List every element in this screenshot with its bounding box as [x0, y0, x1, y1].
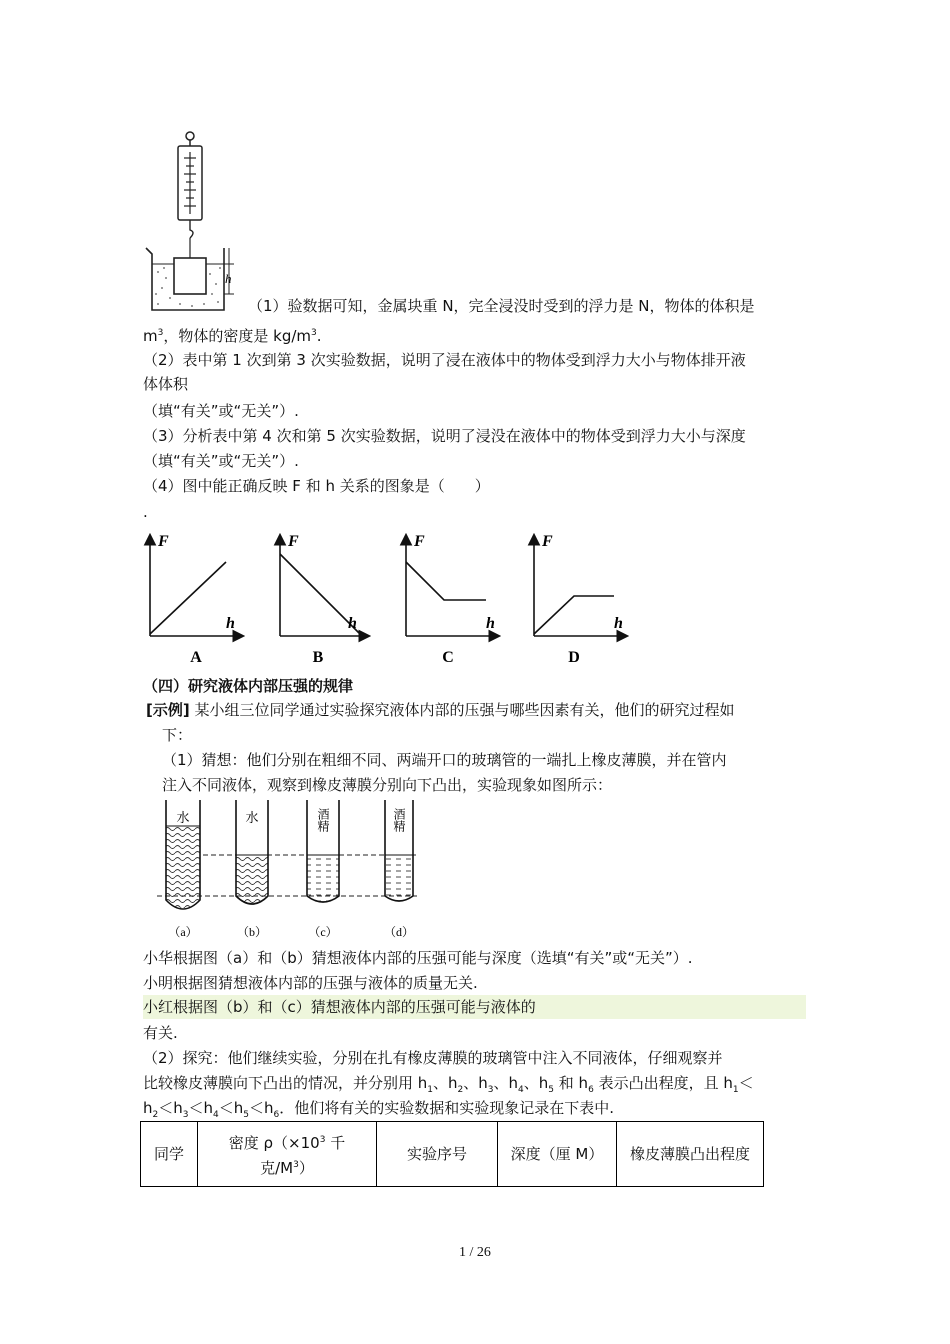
section4-title: （四）研究液体内部压强的规律	[143, 677, 354, 695]
tube-c	[307, 800, 339, 939]
graph-b-y-label: F	[288, 533, 299, 550]
header-depth: 深度（厘 M）	[498, 1122, 617, 1187]
q3-line2: （填“有关”或“无关”）.	[143, 452, 299, 470]
graph-a-x-label: h	[226, 615, 235, 632]
tubes-figure	[155, 796, 425, 940]
xiaohong-text: 小红根据图（b）和（c）猜想液体内部的压强可能与液体的	[143, 998, 536, 1016]
graph-a-y-label: F	[158, 533, 169, 550]
tube-d-caption: （d）	[383, 925, 415, 939]
graph-d-line	[534, 596, 614, 634]
q1-continuation: $m^3$，物体的密度是 $kg/m^3$.	[143, 327, 322, 345]
q2-line3: （填“有关”或“无关”）.	[143, 402, 299, 420]
graph-b-x-label: h	[348, 615, 357, 632]
q1-period: .	[316, 327, 322, 345]
f-h-graphs	[138, 528, 638, 673]
header-density-b: 千	[325, 1134, 346, 1152]
header-bulge: 橡皮薄膜凸出程度	[617, 1122, 764, 1187]
example-cont: 下：	[162, 726, 193, 744]
xiaohua-line: 小华根据图（a）和（b）猜想液体内部的压强可能与深度（选填“有关”或“无关”）.	[143, 949, 693, 967]
graph-c	[406, 533, 498, 666]
explore-line3-text: ．他们将有关的实验数据和实验现象记录在下表中.	[279, 1099, 615, 1117]
tube-b	[236, 800, 268, 939]
q2-line2: 体体积	[143, 375, 189, 393]
header-density-sup: 3	[319, 1135, 326, 1145]
graph-b-caption: B	[312, 649, 324, 666]
header-density-close: ）	[298, 1159, 314, 1177]
header-seq: 实验序号	[377, 1122, 498, 1187]
tube-b-label: 水	[245, 810, 259, 825]
spring-scale-beaker-figure	[140, 128, 240, 318]
explore-line3-h: h	[143, 1099, 153, 1117]
graph-d	[534, 533, 626, 666]
tube-d-label: 酒精	[392, 808, 406, 832]
tube-a-caption: （a）	[168, 925, 198, 939]
graph-c-x-label: h	[486, 615, 495, 632]
unit-m: m	[143, 327, 158, 345]
explore-line2: 比较橡皮薄膜向下凸出的情况，并分别用 $h_1$、$h_2$、$h_3$、$h_4$、$h_5$ 和 $h_6$ 表示凸出程度，且 $h_1<$	[143, 1074, 754, 1095]
tube-a	[166, 800, 200, 939]
header-density-unit: 克/M	[260, 1159, 294, 1177]
q2-line1: （2）表中第 1 次到第 3 次实验数据，说明了浸在液体中的物体受到浮力大小与物体排开液	[143, 351, 746, 369]
xiaohong-line	[143, 995, 806, 1019]
example-tag: [示例]	[146, 701, 190, 719]
header-student: 同学	[141, 1122, 198, 1187]
tube-a-label: 水	[176, 810, 190, 825]
xiaoming-line: 小明根据图猜想液体内部的压强与液体的质量无关.	[143, 974, 478, 992]
q1-density-text: ，物体的密度是 kg/m	[163, 327, 312, 345]
explore-line1: （2）探究：他们继续实验，分别在扎有橡皮薄膜的玻璃管中注入不同液体，仔细观察并	[143, 1049, 723, 1067]
graph-d-y-label: F	[542, 533, 553, 550]
table-header-row	[141, 1122, 764, 1187]
spring-h-label: h	[225, 271, 232, 286]
graph-d-caption: D	[568, 649, 580, 666]
graph-c-line	[406, 562, 486, 600]
header-density: 密度 $\rho(\times 10^3$ 千 克$/M^3$）	[198, 1122, 377, 1187]
q3-line1: （3）分析表中第 4 次和第 5 次实验数据，说明了浸没在液体中的物体受到浮力大小与深度	[143, 427, 746, 445]
tube-b-caption: （b）	[236, 925, 268, 939]
tube-d	[384, 800, 414, 939]
explore-line3: $h_2<h_3<h_4<h_5<h_6$．他们将有关的实验数据和实验现象记录在下表中.	[143, 1099, 615, 1120]
q4-dot: .	[143, 503, 148, 521]
tube-c-label: 酒精	[316, 808, 330, 832]
graph-a-line	[150, 562, 226, 634]
example-line	[146, 698, 735, 722]
graph-c-y-label: F	[414, 533, 425, 550]
tube-c-caption: （c）	[308, 925, 338, 939]
xiaohong-cont: 有关.	[143, 1024, 178, 1042]
q1-text: （1）验数据可知，金属块重 N，完全浸没时受到的浮力是 N，物体的体积是	[248, 297, 755, 315]
example-text: 某小组三位同学通过实验探究液体内部的压强与哪些因素有关，他们的研究过程如	[189, 701, 735, 719]
explore-line2-text: 比较橡皮薄膜向下凸出的情况，并分别用 h	[143, 1074, 428, 1092]
page-number: 1 / 26	[459, 1245, 491, 1260]
header-density-a: 密度 ρ（×10	[228, 1134, 320, 1152]
graph-a-caption: A	[190, 649, 202, 666]
graph-d-x-label: h	[614, 615, 623, 632]
graph-c-caption: C	[442, 649, 454, 666]
guess-line1: （1）猜想：他们分别在粗细不同、两端开口的玻璃管的一端扎上橡皮薄膜，并在管内	[162, 751, 727, 769]
graph-b	[280, 533, 368, 666]
guess-line2: 注入不同液体，观察到橡皮薄膜分别向下凸出，实验现象如图所示：	[162, 776, 613, 794]
q1-line	[248, 294, 755, 318]
data-table	[140, 1121, 764, 1187]
graph-a	[150, 533, 242, 666]
q4-line1: （4）图中能正确反映 F 和 h 关系的图象是（ ）	[143, 477, 490, 495]
